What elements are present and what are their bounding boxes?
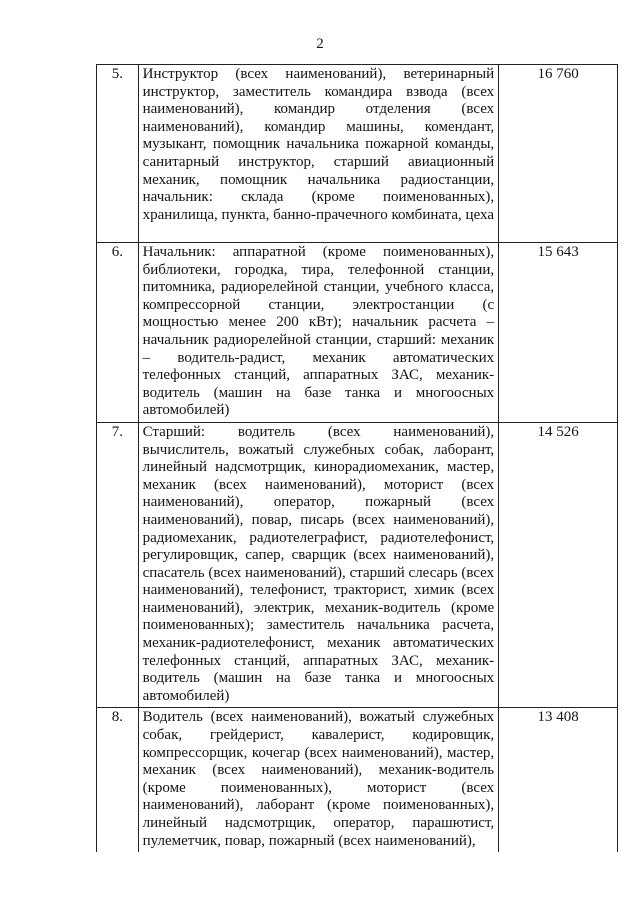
table-row [97, 243, 618, 423]
salary-amount: 13 408 [499, 708, 618, 852]
position-list: Водитель (всех наименований), вожатый служебных собак, грейдерист, кавалерист, кодировщик, компрессорщик, кочегар (всех наименований), мастер, механик (всех наименований), механик-водитель (кроме поименованных), моторист (всех наименований), лаборант (кроме поименованных), линейный надсмотрщик, оператор, парашютист, пулеметчик, повар, пожарный (всех наименований), [138, 708, 499, 852]
row-number: 7. [97, 422, 139, 708]
position-list: Инструктор (всех наименований), ветеринарный инструктор, заместитель командира взвода (всех наименований), командир отделения (всех наименований), командир машины, комендант, музыкант, помощник начальника пожарной команды, санитарный инструктор, старший авиационный механик, помощник начальника радиостанции, начальник: склада (кроме поименованных), хранилища, пункта, банно-прачечного комбината, цеха [138, 65, 499, 243]
salary-table [96, 64, 618, 852]
position-list: Начальник: аппаратной (кроме поименованных), библиотеки, городка, тира, телефонной станции, питомника, радиорелейной станции, учебного класса, компрессорной станции, электростанции (с мощностью менее 200 кВт); начальник расчета – начальник радиорелейной станции, старший: механик – водитель-радист, механик автоматических телефонных станций, аппаратных ЗАС, механик-водитель (машин на базе танка и многоосных автомобилей) [138, 243, 499, 423]
position-list: Старший: водитель (всех наименований), вычислитель, вожатый служебных собак, лаборант, линейный надсмотрщик, кинорадиомеханик, мастер, механик (всех наименований), моторист (всех наименований), оператор, пожарный (всех наименований), повар, писарь (всех наименований), радиомеханик, радиотелеграфист, радиотелефонист, регулировщик, сапер, сварщик (всех наименований), спасатель (всех наименований), старший слесарь (всех наименований), телефонист, тракторист, химик (всех наименований), электрик, механик-водитель (кроме поименованных); заместитель начальника расчета, механик-радиотелефонист, механик автоматических телефонных станций, аппаратных ЗАС, механик-водитель (машин на базе танка и многоосных автомобилей) [138, 422, 499, 708]
page-number: 2 [316, 36, 324, 52]
row-number: 6. [97, 243, 139, 423]
row-number: 8. [97, 708, 139, 852]
row-number: 5. [97, 65, 139, 243]
table-row [97, 422, 618, 708]
salary-amount: 16 760 [499, 65, 618, 243]
table-row [97, 708, 618, 852]
salary-amount: 15 643 [499, 243, 618, 423]
table-row [97, 65, 618, 243]
salary-amount: 14 526 [499, 422, 618, 708]
